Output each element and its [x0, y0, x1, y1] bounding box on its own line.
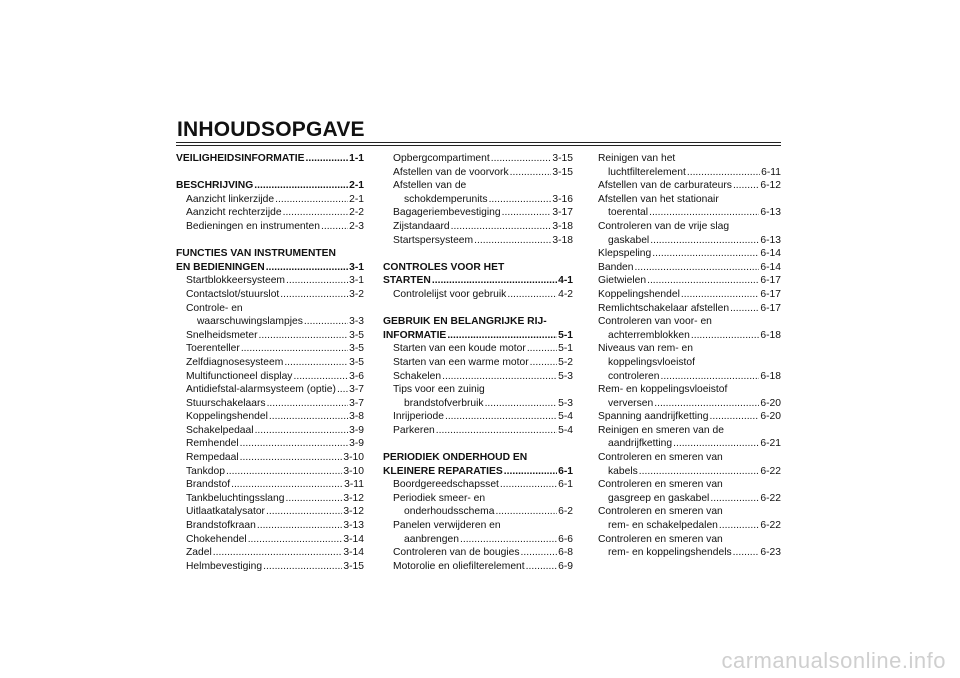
page-title: INHOUDSOPGAVE — [177, 118, 365, 141]
dot-leader — [460, 533, 557, 547]
toc-entry-page: 3-12 — [343, 506, 364, 518]
dot-leader — [293, 370, 348, 384]
toc-entry-page: 3-9 — [349, 438, 364, 450]
toc-entry[interactable] — [176, 519, 364, 533]
dot-leader — [719, 519, 759, 533]
toc-entry-line: Tips voor een zuinig — [393, 384, 485, 396]
toc-entry-title: waarschuwingslampjes — [197, 316, 303, 328]
toc-entry-title: achterremblokken — [608, 329, 690, 341]
toc-entry-page: 3-8 — [349, 411, 364, 423]
toc-entry[interactable] — [383, 220, 573, 234]
toc-entry[interactable] — [598, 397, 781, 411]
toc-entry[interactable] — [176, 370, 364, 384]
dot-leader — [259, 329, 349, 343]
toc-entry[interactable] — [383, 206, 573, 220]
toc-entry-page: 6-1 — [558, 479, 573, 491]
toc-entry[interactable] — [383, 234, 573, 248]
toc-column-1 — [176, 152, 364, 573]
toc-entry-page: 6-20 — [760, 411, 781, 423]
dot-leader — [510, 166, 552, 180]
toc-entry-page: 3-15 — [343, 560, 364, 572]
toc-entry-line: Controleren en smeren van — [598, 452, 723, 464]
dot-leader — [285, 492, 342, 506]
toc-entry-page: 6-18 — [760, 370, 781, 382]
toc-entry-page: 2-1 — [349, 180, 364, 192]
toc-entry-line: Panelen verwijderen en — [393, 520, 501, 532]
toc-entry-page: 3-5 — [349, 356, 364, 368]
dot-leader — [681, 288, 760, 302]
toc-entry-page: 4-1 — [558, 275, 573, 287]
toc-entry[interactable] — [598, 492, 781, 506]
toc-entry-title: Remhendel — [186, 438, 239, 450]
toc-entry-title: Helmbevestiging — [186, 560, 263, 572]
toc-section-gebruik[interactable] — [383, 329, 573, 343]
dot-leader — [733, 179, 759, 193]
title-rule-top — [176, 142, 781, 143]
dot-leader — [337, 383, 348, 397]
dot-leader — [530, 356, 557, 370]
toc-entry-title: Brandstofkraan — [186, 520, 256, 532]
toc-entry[interactable] — [383, 410, 573, 424]
toc-entry-page: 3-7 — [349, 397, 364, 409]
toc-entry-line: Controleren en smeren van — [598, 506, 723, 518]
dot-leader — [286, 274, 348, 288]
toc-entry-title: toerental — [608, 207, 649, 219]
dot-leader — [255, 424, 349, 438]
toc-entry-title: Schakelpedaal — [186, 424, 254, 436]
toc-entry-title: Multifunctioneel display — [186, 370, 293, 382]
toc-entry[interactable] — [598, 437, 781, 451]
toc-entry-title: Bedieningen en instrumenten — [186, 220, 320, 232]
dot-leader — [733, 546, 760, 560]
watermark: carmanualsonline.info — [721, 648, 946, 673]
toc-section-controles[interactable] — [383, 274, 573, 288]
toc-entry-page: 3-18 — [552, 234, 573, 246]
dot-leader — [257, 519, 343, 533]
dot-leader — [650, 234, 759, 248]
toc-entry-page: 3-18 — [552, 220, 573, 232]
dot-leader — [474, 234, 551, 248]
toc-entry-page: 3-15 — [552, 153, 573, 164]
toc-entry-page: 6-14 — [760, 261, 781, 273]
toc-entry-line: Afstellen van de — [393, 180, 467, 192]
toc-entry-page: 6-17 — [760, 302, 781, 314]
toc-entry-page: 4-2 — [558, 288, 573, 300]
toc-section-heading-line: PERIODIEK ONDERHOUD EN — [383, 452, 528, 464]
dot-leader — [649, 206, 759, 220]
toc-entry-page: 5-4 — [558, 411, 573, 423]
toc-entry[interactable] — [383, 560, 573, 574]
toc-entry[interactable] — [383, 397, 573, 411]
toc-entry-title: EN BEDIENINGEN — [176, 261, 265, 273]
toc-entry[interactable] — [176, 342, 364, 356]
toc-entry-page: 3-10 — [343, 465, 364, 477]
toc-entry-title: BESCHRIJVING — [176, 180, 254, 192]
toc-entry-page: 6-20 — [760, 397, 781, 409]
title-rule-bottom — [176, 145, 781, 146]
toc-entry-title: Afstellen van de voorvork — [393, 166, 509, 178]
toc-entry-page: 6-13 — [760, 207, 781, 219]
toc-entry[interactable] — [598, 179, 781, 193]
toc-entry-title: controleren — [608, 370, 660, 382]
dot-leader — [526, 560, 557, 574]
toc-entry-page: 3-14 — [343, 533, 364, 545]
dot-leader — [240, 451, 343, 465]
toc-entry-page: 6-21 — [760, 438, 781, 450]
toc-entry-line: Periodiek smeer- en — [393, 492, 486, 504]
toc-entry-title: onderhoudsschema — [404, 506, 495, 518]
toc-entry[interactable] — [176, 533, 364, 547]
toc-entry[interactable] — [383, 193, 573, 207]
toc-entry-title: kabels — [608, 465, 638, 477]
toc-entry-page: 6-6 — [558, 533, 573, 545]
toc-entry-title: Schakelen — [393, 370, 442, 382]
toc-entry-title: Controlelijst voor gebruik — [393, 288, 507, 300]
toc-entry[interactable] — [176, 206, 364, 220]
dot-leader — [266, 261, 348, 275]
toc-entry-page: 6-17 — [760, 275, 781, 287]
dot-leader — [527, 342, 557, 356]
toc-entry[interactable] — [176, 437, 364, 451]
dot-leader — [635, 261, 760, 275]
toc-entry[interactable] — [176, 274, 364, 288]
dot-leader — [442, 370, 557, 384]
toc-entry-line: koppelingsvloeistof — [608, 356, 696, 368]
toc-entry[interactable] — [598, 519, 781, 533]
toc-entry-title: Spanning aandrijfketting — [598, 411, 709, 423]
toc-section-heading-line: FUNCTIES VAN INSTRUMENTEN — [176, 248, 336, 260]
toc-entry-page: 5-1 — [558, 329, 573, 341]
dot-leader — [240, 437, 348, 451]
toc-entry-page: 3-10 — [343, 452, 364, 464]
toc-entry-title: rem- en koppelingshendels — [608, 547, 732, 559]
toc-entry-line: Controleren van de vrije slag — [598, 220, 730, 232]
toc-entry[interactable] — [383, 424, 573, 438]
toc-entry[interactable] — [598, 329, 781, 343]
dot-leader — [306, 152, 349, 166]
toc-entry-title: Tankbeluchtingsslang — [186, 492, 285, 504]
dot-leader — [730, 302, 759, 316]
dot-leader — [266, 505, 342, 519]
dot-leader — [436, 424, 557, 438]
toc-entry-title: VEILIGHEIDSINFORMATIE — [176, 153, 305, 164]
toc-entry-title: Aanzicht linkerzijde — [186, 193, 275, 205]
toc-entry-page: 6-22 — [760, 465, 781, 477]
toc-entry-title: Snelheidsmeter — [186, 329, 258, 341]
toc-entry-page: 3-7 — [349, 384, 364, 396]
toc-entry-page: 2-2 — [349, 207, 364, 219]
toc-entry-title: Remlichtschakelaar afstellen — [598, 302, 730, 314]
dot-leader — [673, 437, 759, 451]
dot-leader — [639, 465, 760, 479]
toc-entry[interactable] — [176, 424, 364, 438]
toc-entry-line: Rem- en koppelingsvloeistof — [598, 384, 728, 396]
spacer — [176, 234, 364, 248]
toc-entry-title: Klepspeling — [598, 248, 652, 260]
toc-entry[interactable] — [176, 478, 364, 492]
toc-entry-line: Controle- en — [186, 302, 243, 314]
toc-entry-title: Bagageriembevestiging — [393, 207, 501, 219]
toc-entry-page: 5-2 — [558, 356, 573, 368]
toc-entry[interactable] — [383, 152, 573, 166]
toc-entry-title: Starten van een warme motor — [393, 356, 529, 368]
toc-entry[interactable] — [598, 302, 781, 316]
toc-entry[interactable] — [176, 329, 364, 343]
toc-entry-page: 6-2 — [558, 506, 573, 518]
dot-leader — [691, 329, 760, 343]
toc-entry-title: verversen — [608, 397, 654, 409]
toc-entry-title: brandstofverbruik — [404, 397, 484, 409]
dot-leader — [652, 247, 759, 261]
dot-leader — [284, 356, 348, 370]
toc-entry-page: 6-22 — [760, 520, 781, 532]
toc-entry[interactable] — [598, 370, 781, 384]
dot-leader — [502, 206, 552, 220]
toc-entry[interactable] — [176, 383, 364, 397]
toc-entry-page: 5-1 — [558, 343, 573, 355]
toc-entry-page: 5-3 — [558, 370, 573, 382]
dot-leader — [275, 193, 348, 207]
dot-leader — [267, 397, 349, 411]
dot-leader — [504, 465, 557, 479]
toc-entry[interactable] — [383, 546, 573, 560]
toc-entry-title: Zadel — [186, 547, 212, 559]
toc-entry-page: 3-15 — [552, 166, 573, 178]
toc-section-beschrijving[interactable] — [176, 179, 364, 193]
toc-entry-title: STARTEN — [383, 275, 431, 287]
toc-entry-title: Antidiefstal-alarmsysteem (optie) — [186, 384, 336, 396]
toc-section-heading-line: GEBRUIK EN BELANGRIJKE RIJ- — [383, 316, 547, 328]
dot-leader — [283, 206, 349, 220]
dot-leader — [241, 342, 348, 356]
dot-leader — [710, 410, 760, 424]
dot-leader — [647, 274, 759, 288]
toc-entry[interactable] — [176, 560, 364, 574]
dot-leader — [269, 410, 348, 424]
dot-leader — [661, 370, 760, 384]
dot-leader — [500, 478, 557, 492]
toc-entry-title: rem- en schakelpedalen — [608, 520, 718, 532]
toc-entry-title: Contactslot/stuurslot — [186, 288, 280, 300]
toc-entry[interactable] — [598, 261, 781, 275]
toc-entry-title: Banden — [598, 261, 634, 273]
toc-section-functies[interactable] — [176, 261, 364, 275]
toc-entry-page: 3-11 — [344, 479, 364, 491]
toc-entry[interactable] — [383, 166, 573, 180]
toc-entry[interactable] — [598, 410, 781, 424]
toc-section-periodiek[interactable] — [383, 465, 573, 479]
toc-entry-title: Gietwielen — [598, 275, 647, 287]
toc-entry-page: 6-18 — [760, 329, 781, 341]
toc-entry-title: Boordgereedschapsset — [393, 479, 499, 491]
toc-entry-title: Toerenteller — [186, 343, 240, 355]
toc-entry-title: Aanzicht rechterzijde — [186, 207, 282, 219]
toc-entry-page: 3-6 — [349, 370, 364, 382]
toc-entry[interactable] — [176, 410, 364, 424]
toc-entry[interactable] — [383, 533, 573, 547]
toc-entry[interactable] — [383, 342, 573, 356]
toc-entry-page: 6-22 — [760, 492, 781, 504]
spacer — [383, 437, 573, 451]
toc-entry[interactable] — [598, 166, 781, 180]
toc-entry[interactable] — [598, 274, 781, 288]
toc-entry[interactable] — [383, 356, 573, 370]
toc-entry-page: 6-9 — [558, 560, 573, 572]
toc-entry[interactable] — [383, 478, 573, 492]
dot-leader — [248, 533, 343, 547]
toc-entry[interactable] — [176, 288, 364, 302]
toc-entry-page: 3-5 — [349, 329, 364, 341]
toc-entry[interactable] — [176, 546, 364, 560]
toc-entry-title: Tankdop — [186, 465, 225, 477]
toc-entry-page: 1-1 — [349, 153, 364, 164]
toc-entry-title: Zijstandaard — [393, 220, 450, 232]
toc-entry-title: schokdemperunits — [404, 193, 488, 205]
dot-leader — [491, 152, 552, 166]
dot-leader — [485, 397, 558, 411]
toc-entry[interactable] — [176, 220, 364, 234]
toc-entry-title: Startblokkeersysteem — [186, 275, 286, 287]
toc-entry[interactable] — [176, 465, 364, 479]
toc-entry[interactable] — [176, 315, 364, 329]
toc-entry[interactable] — [383, 505, 573, 519]
dot-leader — [687, 166, 760, 180]
toc-entry-page: 6-1 — [558, 465, 573, 477]
dot-leader — [280, 288, 348, 302]
toc-entry-title: Inrijperiode — [393, 411, 444, 423]
toc-entry-line: Afstellen van het stationair — [598, 193, 719, 205]
toc-entry-title: Starten van een koude motor — [393, 343, 526, 355]
toc-entry-page: 3-16 — [552, 193, 573, 205]
dot-leader — [445, 410, 557, 424]
toc-entry-title: gaskabel — [608, 234, 650, 246]
toc-entry[interactable] — [176, 397, 364, 411]
dot-leader — [231, 478, 343, 492]
toc-entry-page: 3-17 — [552, 207, 573, 219]
toc-entry[interactable] — [383, 370, 573, 384]
toc-entry-title: Parkeren — [393, 424, 435, 436]
toc-entry-page: 2-1 — [349, 193, 364, 205]
toc-entry-title: INFORMATIE — [383, 329, 447, 341]
dot-leader — [710, 492, 759, 506]
toc-entry[interactable] — [176, 492, 364, 506]
toc-entry-page: 6-14 — [760, 248, 781, 260]
dot-leader — [321, 220, 348, 234]
dot-leader — [495, 505, 557, 519]
toc-entry-page: 3-3 — [349, 316, 364, 328]
toc-entry-title: luchtfilterelement — [608, 166, 686, 178]
toc-entry-page: 3-1 — [349, 261, 364, 273]
toc-entry[interactable] — [598, 546, 781, 560]
toc-entry-title: Stuurschakelaars — [186, 397, 266, 409]
toc-entry-title: Opbergcompartiment — [393, 153, 490, 164]
toc-entry-title: Afstellen van de carburateurs — [598, 180, 732, 192]
toc-entry-page: 6-11 — [761, 166, 781, 178]
toc-entry[interactable] — [176, 505, 364, 519]
dot-leader — [304, 315, 348, 329]
toc-section-veiligheidsinformatie[interactable] — [176, 152, 364, 166]
spacer — [383, 247, 573, 261]
toc-entry-title: Motorolie en oliefilterelement — [393, 560, 525, 572]
toc-entry-page: 6-23 — [760, 547, 781, 559]
toc-entry[interactable] — [598, 247, 781, 261]
toc-entry-title: aandrijfketting — [608, 438, 673, 450]
toc-section-heading-line: CONTROLES VOOR HET — [383, 261, 505, 273]
toc-entry-page: 6-12 — [760, 180, 781, 192]
toc-entry-line: Reinigen en smeren van de — [598, 424, 724, 436]
toc-entry[interactable] — [598, 465, 781, 479]
dot-leader — [254, 179, 348, 193]
toc-entry-title: aanbrengen — [404, 533, 459, 545]
dot-leader — [521, 546, 558, 560]
dot-leader — [263, 560, 342, 574]
toc-entry-title: Controleren van de bougies — [393, 547, 520, 559]
toc-entry-page: 3-1 — [349, 275, 364, 287]
toc-entry-page: 3-9 — [349, 424, 364, 436]
toc-entry-line: Controleren en smeren van — [598, 533, 723, 545]
dot-leader — [226, 465, 342, 479]
toc-entry-title: Chokehendel — [186, 533, 247, 545]
dot-leader — [451, 220, 552, 234]
toc-entry-title: Koppelingshendel — [186, 411, 268, 423]
toc-entry[interactable] — [598, 234, 781, 248]
toc-entry-page: 2-3 — [349, 220, 364, 232]
toc-entry[interactable] — [598, 206, 781, 220]
spacer — [383, 302, 573, 316]
toc-entry[interactable] — [176, 451, 364, 465]
toc-entry-page: 3-14 — [343, 547, 364, 559]
toc-entry-title: Startspersysteem — [393, 234, 474, 246]
dot-leader — [432, 274, 557, 288]
dot-leader — [507, 288, 557, 302]
toc-entry-line: Niveaus van rem- en — [598, 343, 693, 355]
toc-entry-title: KLEINERE REPARATIES — [383, 465, 503, 477]
toc-entry-title: Uitlaatkatalysator — [186, 506, 265, 518]
toc-entry[interactable] — [176, 193, 364, 207]
toc-entry-page: 3-12 — [343, 492, 364, 504]
toc-entry-page: 6-8 — [558, 547, 573, 559]
toc-entry-page: 5-3 — [558, 397, 573, 409]
toc-entry-page: 3-5 — [349, 343, 364, 355]
toc-entry[interactable] — [383, 288, 573, 302]
toc-entry-line: Controleren van voor- en — [598, 316, 712, 328]
dot-leader — [447, 329, 557, 343]
dot-leader — [213, 546, 343, 560]
toc-column-3 — [598, 152, 781, 560]
toc-entry-title: Brandstof — [186, 479, 231, 491]
dot-leader — [654, 397, 759, 411]
toc-column-2 — [383, 152, 573, 573]
toc-entry-title: gasgreep en gaskabel — [608, 492, 710, 504]
spacer — [176, 166, 364, 180]
toc-entry[interactable] — [598, 288, 781, 302]
toc-entry-line: Controleren en smeren van — [598, 479, 723, 491]
toc-entry-page: 3-13 — [343, 520, 364, 532]
toc-entry-title: Zelfdiagnosesysteem — [186, 356, 284, 368]
toc-entry-title: Koppelingshendel — [598, 288, 680, 300]
dot-leader — [489, 193, 552, 207]
toc-entry-page: 6-17 — [760, 288, 781, 300]
toc-entry-title: Rempedaal — [186, 452, 239, 464]
toc-entry-page: 5-4 — [558, 424, 573, 436]
toc-entry-page: 3-2 — [349, 288, 364, 300]
toc-entry-line: Reinigen van het — [598, 153, 676, 164]
toc-entry-page: 6-13 — [760, 234, 781, 246]
toc-entry[interactable] — [176, 356, 364, 370]
